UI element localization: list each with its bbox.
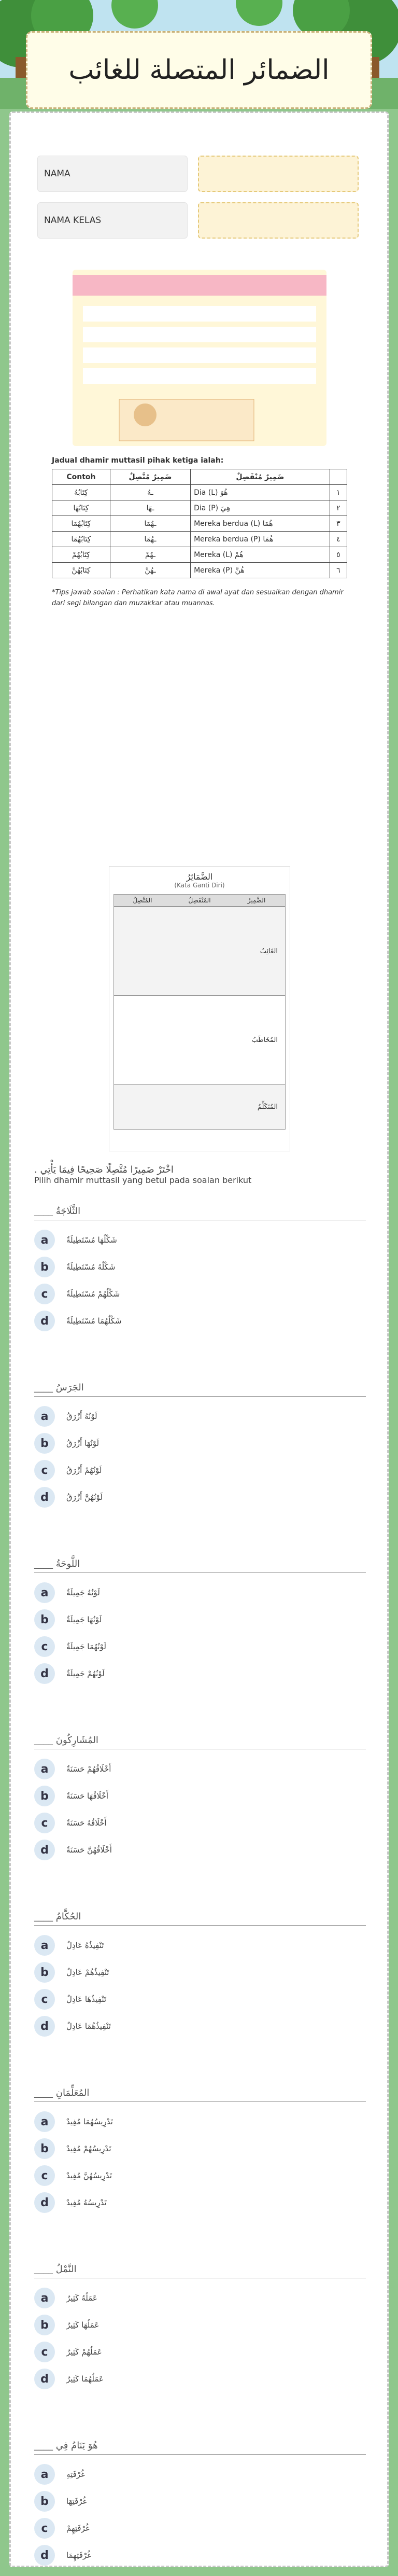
answer-option[interactable] xyxy=(34,1406,366,1427)
answer-option[interactable] xyxy=(34,1759,366,1779)
answer-option[interactable] xyxy=(34,2545,366,2566)
question-block xyxy=(34,1206,366,1338)
option-text: تَنْفِيذُهَا عَادِلٌ xyxy=(66,1995,107,2004)
option-letter-badge[interactable]: d xyxy=(34,1840,55,1860)
table-cell: كِتَابُهُمَا xyxy=(52,532,110,547)
answer-option[interactable] xyxy=(34,1230,366,1250)
table-cell: كِتَابُهُمْ xyxy=(52,547,110,563)
option-text: لَوْنُهُمْ أَزْرَقُ xyxy=(66,1466,102,1475)
question-title: الحُكَّامُ ____ xyxy=(34,1911,366,1926)
option-letter-badge[interactable]: b xyxy=(34,2138,55,2159)
title-board xyxy=(26,31,372,109)
question-title: اللَّوحَةُ ____ xyxy=(34,1558,366,1573)
option-text: شَكْلُهُ مُسْتَطِيلَةٌ xyxy=(66,1262,116,1272)
pronoun-chart-subtitle: (Kata Ganti Diri) xyxy=(174,882,225,889)
option-letter-badge[interactable]: d xyxy=(34,1487,55,1508)
answer-option[interactable] xyxy=(34,1284,366,1304)
chart-group: المُخَاطَبُ xyxy=(114,996,285,1084)
table-cell: ٣ xyxy=(330,516,347,532)
option-text: أَخْلَاقُهَا حَسَنَةٌ xyxy=(66,1791,109,1801)
option-text: أَخْلَاقُهُنَّ حَسَنَةٌ xyxy=(66,1845,112,1855)
question-block xyxy=(34,2440,366,2572)
option-text: غُرْفَتِهِ xyxy=(66,2470,85,2479)
answer-option[interactable] xyxy=(34,1311,366,1331)
table-header: ضَمِيرٌ مُنْفَصِلٌ xyxy=(191,469,330,485)
option-text: تَنْفِيذُهُمْ عَادِلٌ xyxy=(66,1968,109,1977)
option-letter-badge[interactable]: b xyxy=(34,1433,55,1454)
option-letter-badge[interactable]: c xyxy=(34,1460,55,1481)
option-letter-badge[interactable]: c xyxy=(34,1989,55,2010)
option-letter-badge[interactable]: b xyxy=(34,1786,55,1806)
option-letter-badge[interactable]: d xyxy=(34,2016,55,2037)
option-letter-badge[interactable]: c xyxy=(34,1813,55,1833)
name-input[interactable] xyxy=(198,156,359,192)
table-cell: ـهَا xyxy=(110,500,190,516)
table-header xyxy=(330,469,347,485)
answer-option[interactable] xyxy=(34,2192,366,2213)
option-letter-badge[interactable]: a xyxy=(34,2288,55,2308)
option-text: تَدْرِيسُهُمْ مُفِيدٌ xyxy=(66,2144,111,2153)
answer-option[interactable] xyxy=(34,1609,366,1630)
table-cell: Mereka berdua (L) هُمَا xyxy=(191,516,330,532)
option-letter-badge[interactable]: b xyxy=(34,1609,55,1630)
option-text: لَوْنُهَا جَمِيلَةٌ xyxy=(66,1615,102,1624)
table-cell: Mereka berdua (P) هُمَا xyxy=(191,532,330,547)
question-title: الجَرَسُ ____ xyxy=(34,1382,366,1397)
question-block xyxy=(34,1558,366,1690)
answer-option[interactable] xyxy=(34,2165,366,2186)
table-cell: ـهُ xyxy=(110,485,190,500)
table-row xyxy=(52,500,347,516)
lesson-table-intro: Jadual dhamir muttasil pihak ketiga ialah: xyxy=(52,456,224,465)
option-text: لَوْنُهَا أَزْرَقُ xyxy=(66,1439,100,1448)
answer-option[interactable] xyxy=(34,1460,366,1481)
table-cell: ٤ xyxy=(330,532,347,547)
option-text: لَوْنُهُمَا جَمِيلَةٌ xyxy=(66,1642,106,1651)
tips-text: *Tips jawab soalan : Perhatikan kata nama di awal ayat dan sesuaikan dengan dhamir dari segi bilangan dan muzakkar atau muannas. xyxy=(52,589,344,607)
option-text: تَنْفِيذُهُمَا عَادِلٌ xyxy=(66,2022,111,2031)
option-letter-badge[interactable]: a xyxy=(34,1406,55,1427)
question-block xyxy=(34,1735,366,1867)
option-letter-badge[interactable]: d xyxy=(34,2192,55,2213)
option-text: لَوْنُهُ جَمِيلَةٌ xyxy=(66,1588,100,1597)
answer-option[interactable] xyxy=(34,1813,366,1833)
option-text: أَخْلَاقُهُمْ حَسَنَةٌ xyxy=(66,1764,111,1774)
table-cell: ١ xyxy=(330,485,347,500)
question-block xyxy=(34,2264,366,2396)
class-field-row xyxy=(37,202,359,239)
answer-option[interactable] xyxy=(34,2016,366,2037)
table-row xyxy=(52,563,347,578)
question-block xyxy=(34,1911,366,2043)
option-text: تَدْرِيسُهُ مُفِيدٌ xyxy=(66,2198,107,2207)
table-header: Contoh xyxy=(52,469,110,485)
table-cell: ـهُنَّ xyxy=(110,563,190,578)
class-label: NAMA KELAS xyxy=(37,202,188,239)
answer-option[interactable] xyxy=(34,1636,366,1657)
answer-option[interactable] xyxy=(34,1663,366,1684)
answer-option[interactable] xyxy=(34,1257,366,1277)
answer-option[interactable] xyxy=(34,2491,366,2512)
table-cell: ٥ xyxy=(330,547,347,563)
option-letter-badge[interactable]: a xyxy=(34,1582,55,1603)
answer-option[interactable] xyxy=(34,1989,366,2010)
answer-option[interactable] xyxy=(34,1840,366,1860)
answer-option[interactable] xyxy=(34,1935,366,1956)
option-letter-badge[interactable]: b xyxy=(34,1257,55,1277)
option-letter-badge[interactable]: d xyxy=(34,2545,55,2566)
option-letter-badge[interactable]: a xyxy=(34,2464,55,2485)
table-cell: Mereka (P) هُنَّ xyxy=(191,563,330,578)
option-text: غُرْفَتِهِمَا xyxy=(66,2551,91,2560)
class-input[interactable] xyxy=(198,202,359,239)
option-letter-badge[interactable]: d xyxy=(34,2369,55,2389)
question-title: هُوَ يَنَامُ فِي ____ xyxy=(34,2440,366,2455)
question-block xyxy=(34,2087,366,2219)
option-letter-badge[interactable]: a xyxy=(34,1230,55,1250)
answer-option[interactable] xyxy=(34,2288,366,2308)
table-cell: Dia (P) هِيَ xyxy=(191,500,330,516)
option-text: شَكْلُهُمَا مُسْتَطِيلَةٌ xyxy=(66,1316,122,1326)
lesson-table xyxy=(52,469,347,578)
option-text: غُرْفَتِهَا xyxy=(66,2497,87,2506)
option-text: لَوْنُهُنَّ أَزْرَقُ xyxy=(66,1493,103,1502)
option-text: لَوْنُهُ أَزْرَقُ xyxy=(66,1412,97,1421)
table-row xyxy=(52,547,347,563)
chart-group: الغَائِبُ xyxy=(114,907,285,996)
option-text: عَمَلُهُ كَثِيرٌ xyxy=(66,2293,97,2303)
option-text: عَمَلُهَا كَثِيرٌ xyxy=(66,2320,100,2330)
option-letter-badge[interactable]: a xyxy=(34,1759,55,1779)
answer-option[interactable] xyxy=(34,2342,366,2362)
option-text: شَكْلُهُمْ مُسْتَطِيلَةٌ xyxy=(66,1289,120,1299)
option-letter-badge[interactable]: c xyxy=(34,1284,55,1304)
pronoun-chart-image xyxy=(109,866,290,1151)
instructions-arabic: اخْتَرْ ضَمِيرًا مُتَّصِلًا صَحِيحًا فِيمَا يَأْتِي . xyxy=(34,1164,174,1175)
instructions xyxy=(34,1164,366,1185)
table-row xyxy=(52,532,347,547)
answer-option[interactable] xyxy=(34,1433,366,1454)
table-cell: ـهُمْ xyxy=(110,547,190,563)
option-letter-badge[interactable]: b xyxy=(34,2315,55,2335)
answer-option[interactable] xyxy=(34,2369,366,2389)
option-letter-badge[interactable]: c xyxy=(34,2518,55,2539)
option-text: تَدْرِيسُهُمَا مُفِيدٌ xyxy=(66,2117,113,2126)
answer-option[interactable] xyxy=(34,1786,366,1806)
table-cell: كِتَابُهُ xyxy=(52,485,110,500)
option-text: أَخْلَاقُهُ حَسَنَةٌ xyxy=(66,1818,107,1828)
table-cell: كِتَابُهُمَا xyxy=(52,516,110,532)
table-cell: ـهُمَا xyxy=(110,532,190,547)
option-letter-badge[interactable]: d xyxy=(34,1663,55,1684)
question-title: الثَّلَاجَةُ ____ xyxy=(34,1206,366,1220)
option-letter-badge[interactable]: d xyxy=(34,1311,55,1331)
pronoun-chart-title: الضَّمَائِرُ xyxy=(186,872,213,882)
page-title: الضمائر المتصلة للغائب xyxy=(68,54,330,86)
answer-option[interactable] xyxy=(34,2315,366,2335)
lesson-example-illustration xyxy=(73,270,326,446)
table-cell: ـهُمَا xyxy=(110,516,190,532)
option-text: غُرْفَتِهِمْ xyxy=(66,2524,90,2533)
option-letter-badge[interactable]: c xyxy=(34,2165,55,2186)
option-letter-badge[interactable]: c xyxy=(34,1636,55,1657)
table-cell: Dia (L) هُوَ xyxy=(191,485,330,500)
answer-option[interactable] xyxy=(34,2464,366,2485)
answer-option[interactable] xyxy=(34,2518,366,2539)
lesson-example-image xyxy=(73,270,326,446)
option-text: تَنْفِيذُهُ عَادِلٌ xyxy=(66,1941,104,1950)
option-text: تَدْرِيسُهُنَّ مُفِيدٌ xyxy=(66,2171,112,2180)
name-field-row xyxy=(37,156,359,192)
table-cell: ٦ xyxy=(330,563,347,578)
chart-group: المُتَكَلِّمُ xyxy=(114,1085,285,1129)
name-label: NAMA xyxy=(37,156,188,192)
option-text: لَوْنُهُمْ جَمِيلَةٌ xyxy=(66,1669,105,1678)
option-text: شَكْلُهَا مُسْتَطِيلَةٌ xyxy=(66,1235,117,1245)
answer-option[interactable] xyxy=(34,1487,366,1508)
lesson-table-section xyxy=(52,456,347,609)
option-letter-badge[interactable]: b xyxy=(34,1962,55,1983)
question-title: النَّمْلُ ____ xyxy=(34,2264,366,2278)
option-text: عَمَلُهُمَا كَثِيرٌ xyxy=(66,2374,104,2384)
option-letter-badge[interactable]: b xyxy=(34,2491,55,2512)
table-row xyxy=(52,485,347,500)
table-cell: كِتَابُهُنَّ xyxy=(52,563,110,578)
option-letter-badge[interactable]: c xyxy=(34,2342,55,2362)
option-text: عَمَلُهُمْ كَثِيرٌ xyxy=(66,2347,102,2357)
answer-option[interactable] xyxy=(34,1582,366,1603)
question-title: المُشَارِكُونَ ____ xyxy=(34,1735,366,1749)
option-letter-badge[interactable]: a xyxy=(34,1935,55,1956)
option-letter-badge[interactable]: a xyxy=(34,2111,55,2132)
question-title: المُعَلِّمَانِ ____ xyxy=(34,2087,366,2102)
chart-header: الضَّمِيرُ xyxy=(247,897,266,904)
answer-option[interactable] xyxy=(34,2138,366,2159)
table-cell: Mereka (L) هُمْ xyxy=(191,547,330,563)
instructions-malay: Pilih dhamir muttasil yang betul pada soalan berikut xyxy=(34,1175,252,1185)
answer-option[interactable] xyxy=(34,2111,366,2132)
answer-option[interactable] xyxy=(34,1962,366,1983)
table-cell: كِتَابُهَا xyxy=(52,500,110,516)
table-row xyxy=(52,516,347,532)
table-header: ضَمِيرٌ مُتَّصِلٌ xyxy=(110,469,190,485)
question-block xyxy=(34,1382,366,1514)
table-cell: ٢ xyxy=(330,500,347,516)
chart-header: المُنْفَصِلُ xyxy=(188,897,211,904)
chart-header: المُتَّصِلُ xyxy=(133,897,152,904)
